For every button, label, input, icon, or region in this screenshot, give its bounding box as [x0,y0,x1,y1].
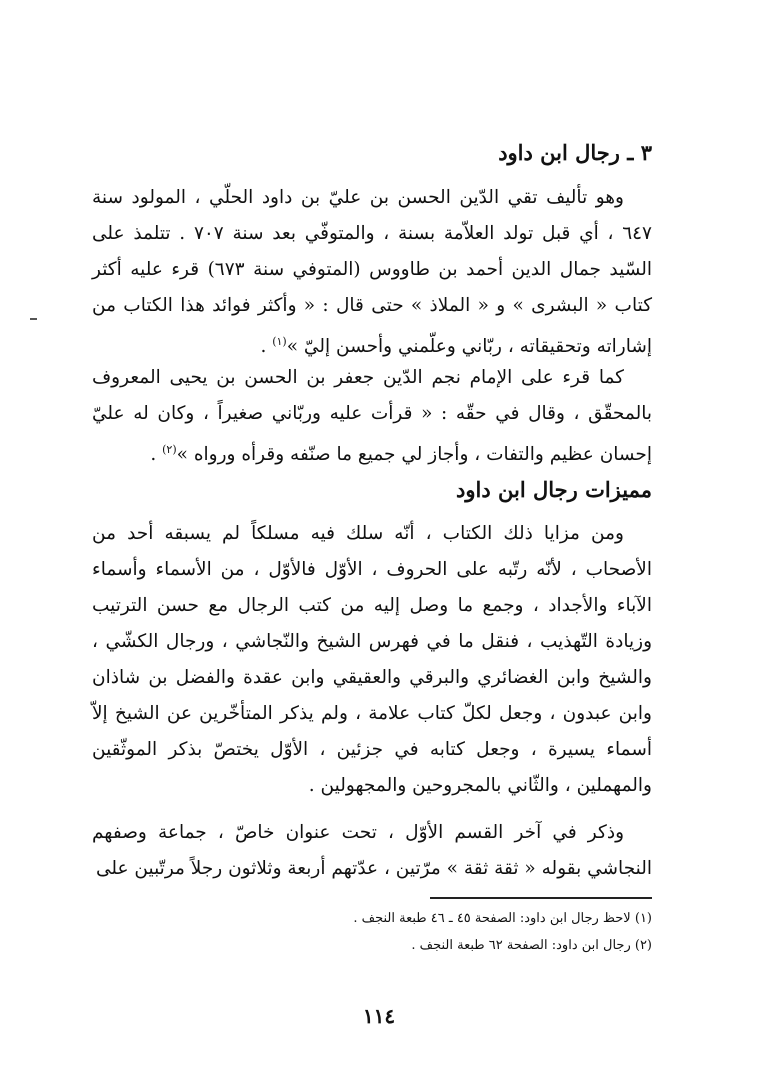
section2-body-2 [92,815,652,887]
paragraph-text: وهو تأليف تقي الدّين الحسن بن عليّ بن داود الحلّي ، المولود سنة ٦٤٧ ، أي قبل تولد العلاّمة بسنة ، والمتوفّي بعد سنة ٧٠٧ . تتلمذ على السّيد جمال الدين أحمد بن طاووس (المتوفي سنة ٦٧٣) قرء عليه أكثر كتاب « البشرى » و « الملاذ » حتى قال : « وأكثر فوائد هذا الكتاب من إشاراته وتحقيقاته ، ربّاني وعلّمني وأحسن إليّ » [92,187,653,358]
section2-body [92,516,652,804]
paragraph: وذكر في آخر القسم الأوّل ، تحت عنوان خاصّ ، جماعة وصفهم النجاشي بقوله « ثقة ثقة » مرّتين ، عدّتهم أربعة وثلاثون رجلاً مرتّبين على [92,822,652,879]
footnote-divider [430,897,652,899]
page-number: ١١٤ [362,1004,396,1028]
footnote-2: (٢) رجال ابن داود: الصفحة ٦٢ طبعة النجف . [411,938,652,953]
footnote-ref: (١) [272,335,287,348]
footnote-1: (١) لاحظ رجال ابن داود: الصفحة ٤٥ ـ ٤٦ طبعة النجف . [353,911,652,926]
section1-body [92,180,652,365]
section1-body-2 [92,360,652,473]
paragraph-end: . [150,444,163,466]
paragraph [92,180,652,365]
section-heading: ٣ ـ رجال ابن داود [498,140,652,165]
paragraph: ومن مزايا ذلك الكتاب ، أنّه سلك فيه مسلكاً لم يسبقه أحد من الأصحاب ، لأنّه رتّبه على الحروف ، الأوّل فالأوّل ، من الأسماء وأسماء الآباء والأجداد ، وجمع ما وصل إليه من كتب الرجال مع حسن الترتيب وزيادة التّهذيب ، فنقل ما في فهرس الشيخ والنّجاشي ، ورجال الكشّي ، والشيخ وابن الغضائري والبرقي والعقيقي وابن عقدة والفضل بن شاذان وابن عبدون ، وجعل لكلّ كتاب علامة ، ولم يذكر المتأخّرين عن الشيخ إلاّ أسماء يسيرة ، وجعل كتابه في جزئين ، الأوّل يختصّ بذكر الموثّقين والمهملين ، والثّاني بالمجروحين والمجهولين . [92,523,652,796]
paragraph [92,360,652,473]
section-features [92,475,652,505]
section-heading: مميزات رجال ابن داود [456,477,652,502]
paragraph-text: كما قرء على الإمام نجم الدّين جعفر بن الحسن بن يحيى المعروف بالمحقّق ، وقال في حقّه : « قرأت عليه وربّاني صغيراً ، وكان له عليّ إحسان عظيم والتفات ، وأجاز لي جميع ما صنّفه وقرأه ورواه » [92,367,652,466]
section-rijal-ibn-dawud [92,138,652,168]
paragraph-end: . [260,336,273,358]
footnote-ref: (٢) [162,443,177,456]
margin-mark [30,318,37,320]
